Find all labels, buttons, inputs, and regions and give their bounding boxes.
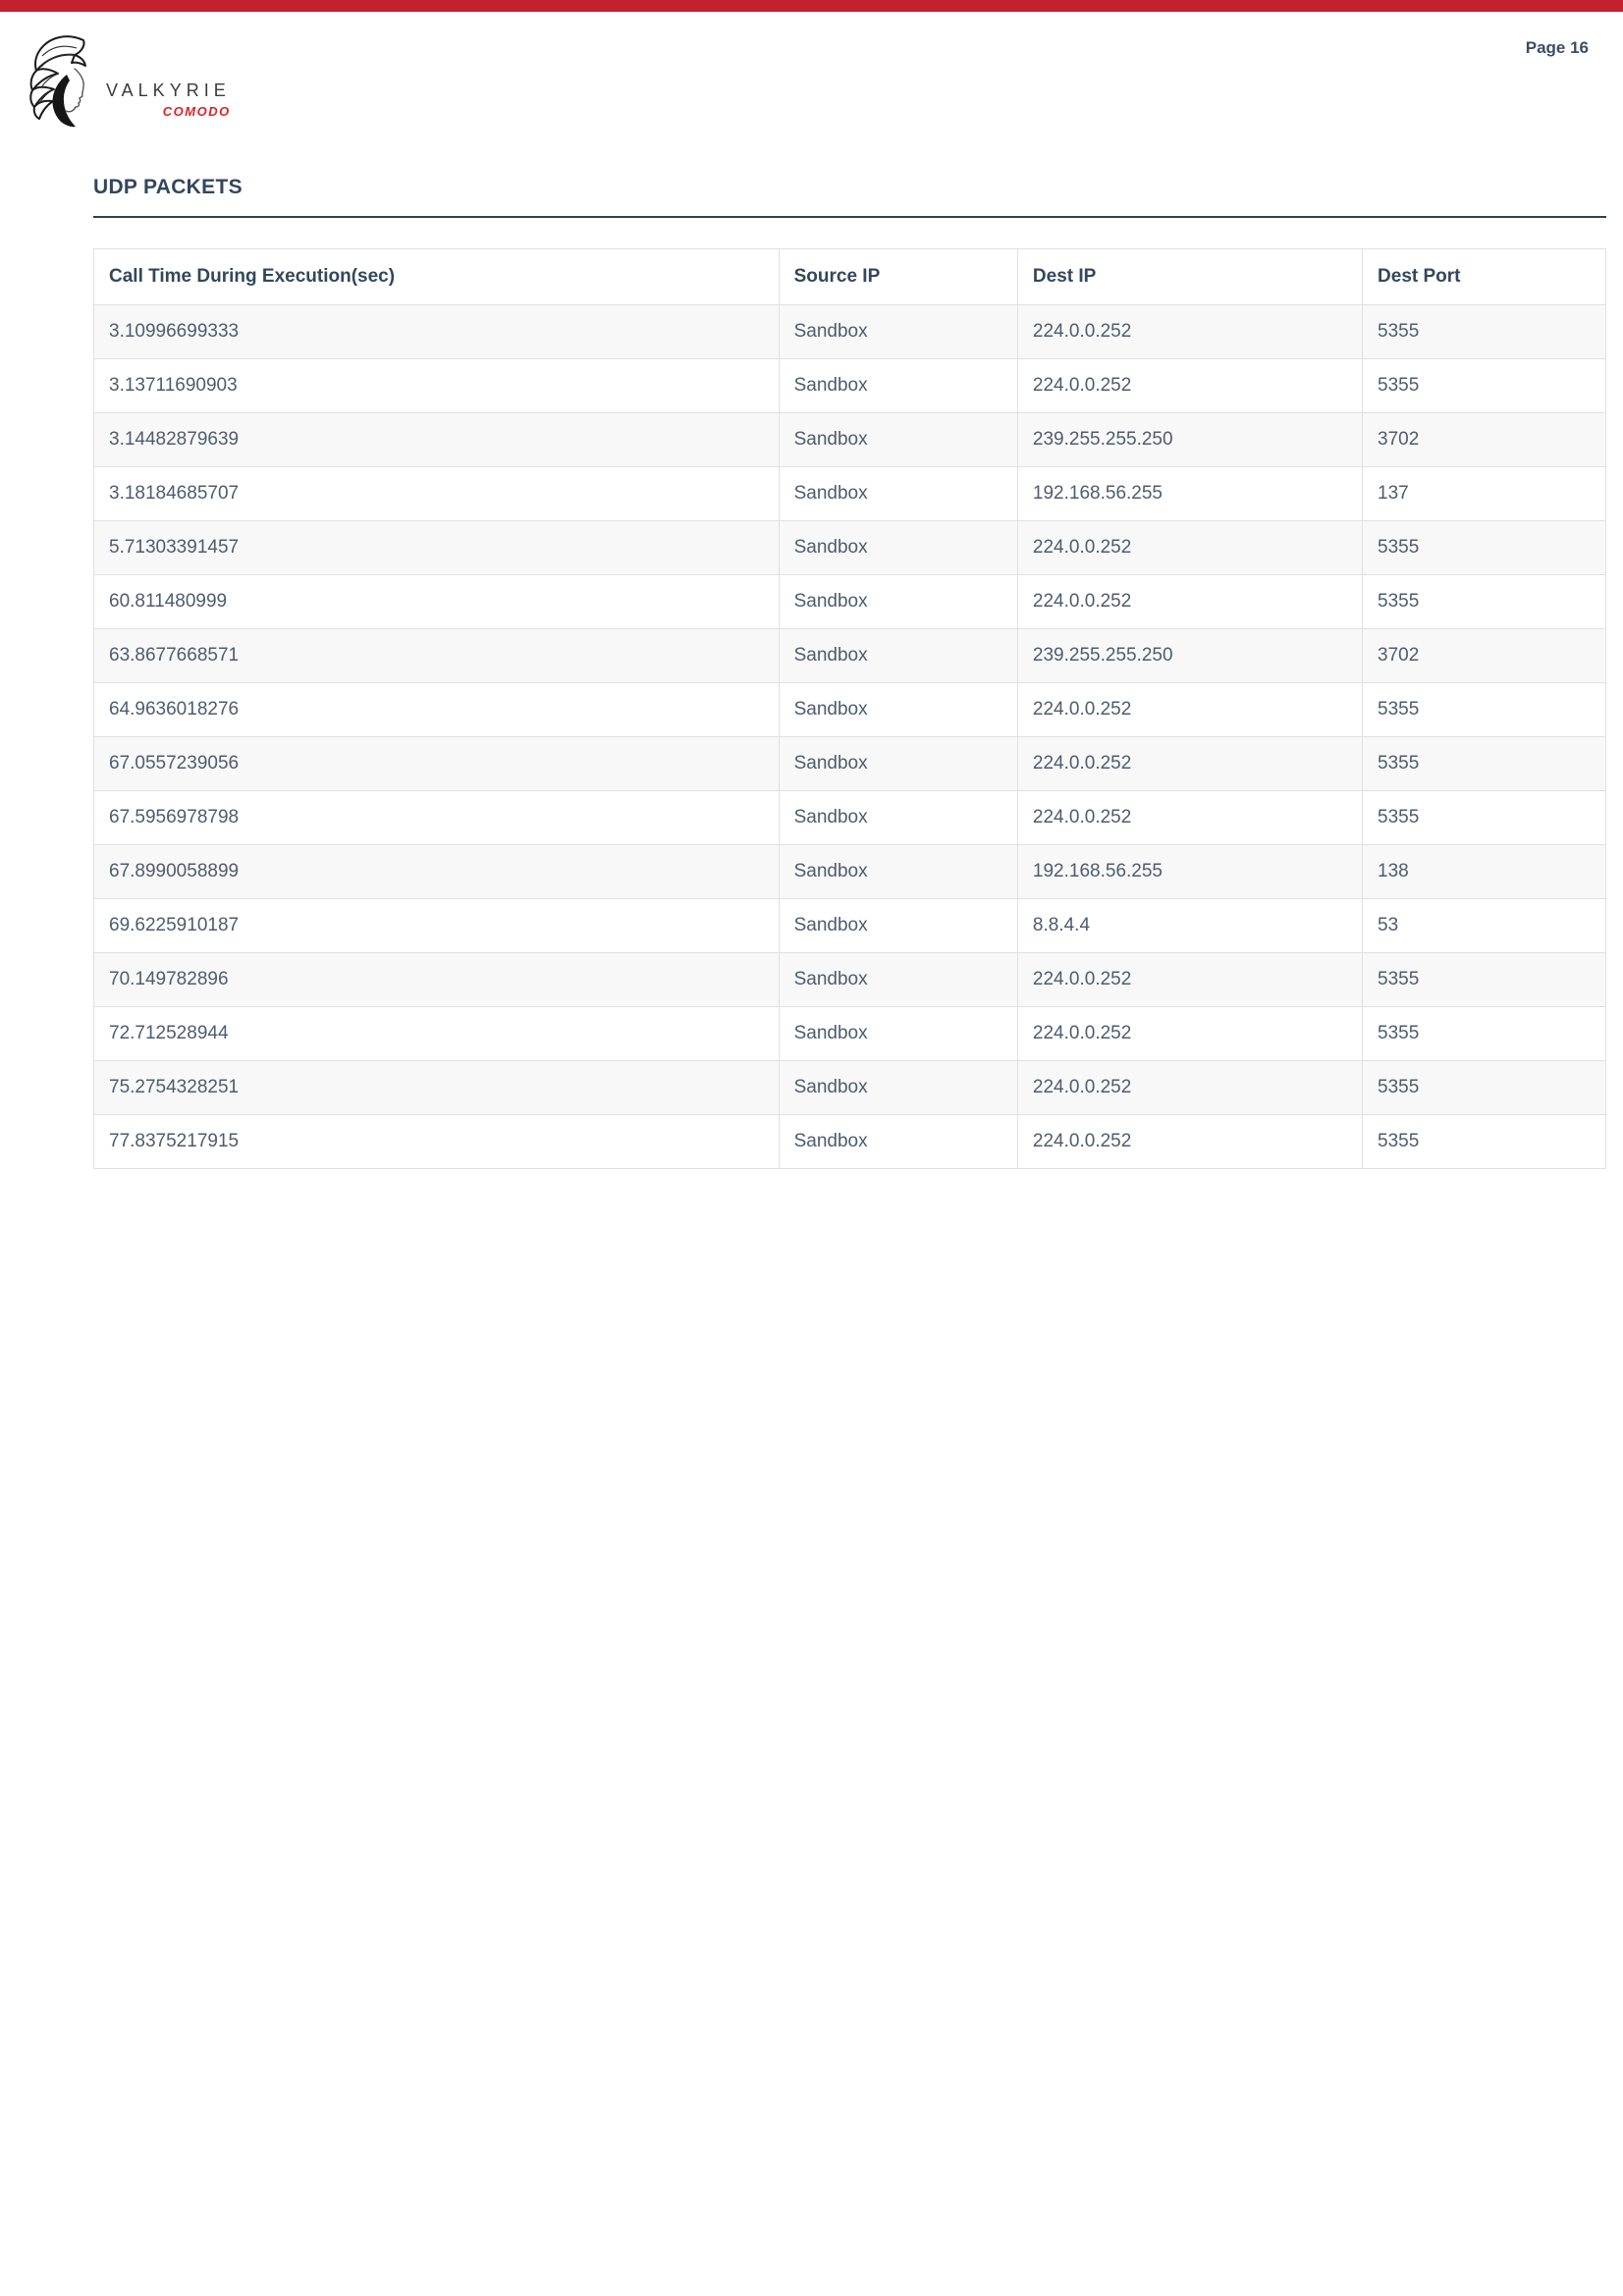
cell-dest-ip: 224.0.0.252: [1017, 359, 1362, 413]
table-row: [94, 467, 1606, 521]
cell-source-ip: Sandbox: [779, 413, 1017, 467]
cell-source-ip: Sandbox: [779, 791, 1017, 845]
table-row: [94, 575, 1606, 629]
cell-dest-ip: 192.168.56.255: [1017, 845, 1362, 899]
udp-table-body: [94, 305, 1606, 1169]
cell-dest-port: 137: [1363, 467, 1606, 521]
report-header: [0, 12, 1623, 128]
cell-source-ip: Sandbox: [779, 1007, 1017, 1061]
cell-dest-port: 5355: [1363, 521, 1606, 575]
cell-source-ip: Sandbox: [779, 953, 1017, 1007]
cell-call-time: 60.811480999: [94, 575, 780, 629]
cell-call-time: 70.149782896: [94, 953, 780, 1007]
top-accent-bar: [0, 0, 1623, 12]
cell-call-time: 3.10996699333: [94, 305, 780, 359]
cell-source-ip: Sandbox: [779, 737, 1017, 791]
cell-source-ip: Sandbox: [779, 629, 1017, 683]
cell-call-time: 67.0557239056: [94, 737, 780, 791]
cell-dest-ip: 239.255.255.250: [1017, 413, 1362, 467]
brand-wordmark: [106, 80, 231, 119]
cell-dest-port: 5355: [1363, 683, 1606, 737]
cell-dest-port: 5355: [1363, 791, 1606, 845]
cell-dest-port: 5355: [1363, 1115, 1606, 1169]
column-header-dest-ip: Dest IP: [1017, 249, 1362, 305]
cell-dest-port: 3702: [1363, 629, 1606, 683]
cell-dest-ip: 224.0.0.252: [1017, 953, 1362, 1007]
cell-source-ip: Sandbox: [779, 683, 1017, 737]
cell-dest-port: 5355: [1363, 575, 1606, 629]
cell-call-time: 3.13711690903: [94, 359, 780, 413]
page-number: Page 16: [1525, 38, 1589, 57]
udp-table-header: [94, 249, 1606, 305]
udp-table-header-row: [94, 249, 1606, 305]
column-header-dest-port: Dest Port: [1363, 249, 1606, 305]
column-header-call-time: Call Time During Execution(sec): [94, 249, 780, 305]
cell-call-time: 72.712528944: [94, 1007, 780, 1061]
section-divider: [93, 216, 1606, 218]
table-row: [94, 305, 1606, 359]
brand-name: VALKYRIE: [106, 80, 231, 100]
cell-source-ip: Sandbox: [779, 521, 1017, 575]
cell-dest-ip: 224.0.0.252: [1017, 737, 1362, 791]
table-row: [94, 683, 1606, 737]
cell-dest-ip: 224.0.0.252: [1017, 1061, 1362, 1115]
table-row: [94, 629, 1606, 683]
cell-dest-ip: 239.255.255.250: [1017, 629, 1362, 683]
cell-call-time: 3.14482879639: [94, 413, 780, 467]
cell-dest-ip: 192.168.56.255: [1017, 467, 1362, 521]
cell-call-time: 75.2754328251: [94, 1061, 780, 1115]
cell-call-time: 3.18184685707: [94, 467, 780, 521]
cell-source-ip: Sandbox: [779, 899, 1017, 953]
cell-dest-ip: 224.0.0.252: [1017, 683, 1362, 737]
cell-source-ip: Sandbox: [779, 1115, 1017, 1169]
cell-dest-ip: 224.0.0.252: [1017, 791, 1362, 845]
cell-source-ip: Sandbox: [779, 359, 1017, 413]
cell-source-ip: Sandbox: [779, 1061, 1017, 1115]
cell-dest-port: 5355: [1363, 1061, 1606, 1115]
column-header-source-ip: Source IP: [779, 249, 1017, 305]
valkyrie-head-icon: [27, 33, 96, 128]
table-row: [94, 1061, 1606, 1115]
table-row: [94, 413, 1606, 467]
cell-dest-port: 53: [1363, 899, 1606, 953]
cell-call-time: 69.6225910187: [94, 899, 780, 953]
cell-dest-port: 5355: [1363, 359, 1606, 413]
cell-call-time: 63.8677668571: [94, 629, 780, 683]
brand-subname: COMODO: [162, 104, 231, 119]
cell-source-ip: Sandbox: [779, 845, 1017, 899]
cell-dest-port: 3702: [1363, 413, 1606, 467]
section-title: UDP PACKETS: [93, 176, 243, 198]
cell-source-ip: Sandbox: [779, 305, 1017, 359]
content-area: [93, 175, 1606, 1169]
table-row: [94, 737, 1606, 791]
valkyrie-logo: [27, 22, 231, 128]
cell-dest-port: 5355: [1363, 1007, 1606, 1061]
cell-call-time: 64.9636018276: [94, 683, 780, 737]
cell-dest-ip: 224.0.0.252: [1017, 575, 1362, 629]
cell-dest-port: 5355: [1363, 953, 1606, 1007]
cell-call-time: 67.8990058899: [94, 845, 780, 899]
table-row: [94, 521, 1606, 575]
cell-dest-port: 5355: [1363, 305, 1606, 359]
table-row: [94, 1007, 1606, 1061]
cell-dest-ip: 8.8.4.4: [1017, 899, 1362, 953]
table-row: [94, 953, 1606, 1007]
cell-call-time: 67.5956978798: [94, 791, 780, 845]
cell-call-time: 77.8375217915: [94, 1115, 780, 1169]
cell-dest-port: 138: [1363, 845, 1606, 899]
table-row: [94, 845, 1606, 899]
table-row: [94, 791, 1606, 845]
cell-dest-port: 5355: [1363, 737, 1606, 791]
cell-call-time: 5.71303391457: [94, 521, 780, 575]
cell-dest-ip: 224.0.0.252: [1017, 1007, 1362, 1061]
cell-source-ip: Sandbox: [779, 575, 1017, 629]
table-row: [94, 899, 1606, 953]
table-row: [94, 359, 1606, 413]
udp-packets-table: [93, 248, 1606, 1169]
table-row: [94, 1115, 1606, 1169]
cell-source-ip: Sandbox: [779, 467, 1017, 521]
cell-dest-ip: 224.0.0.252: [1017, 521, 1362, 575]
cell-dest-ip: 224.0.0.252: [1017, 305, 1362, 359]
cell-dest-ip: 224.0.0.252: [1017, 1115, 1362, 1169]
